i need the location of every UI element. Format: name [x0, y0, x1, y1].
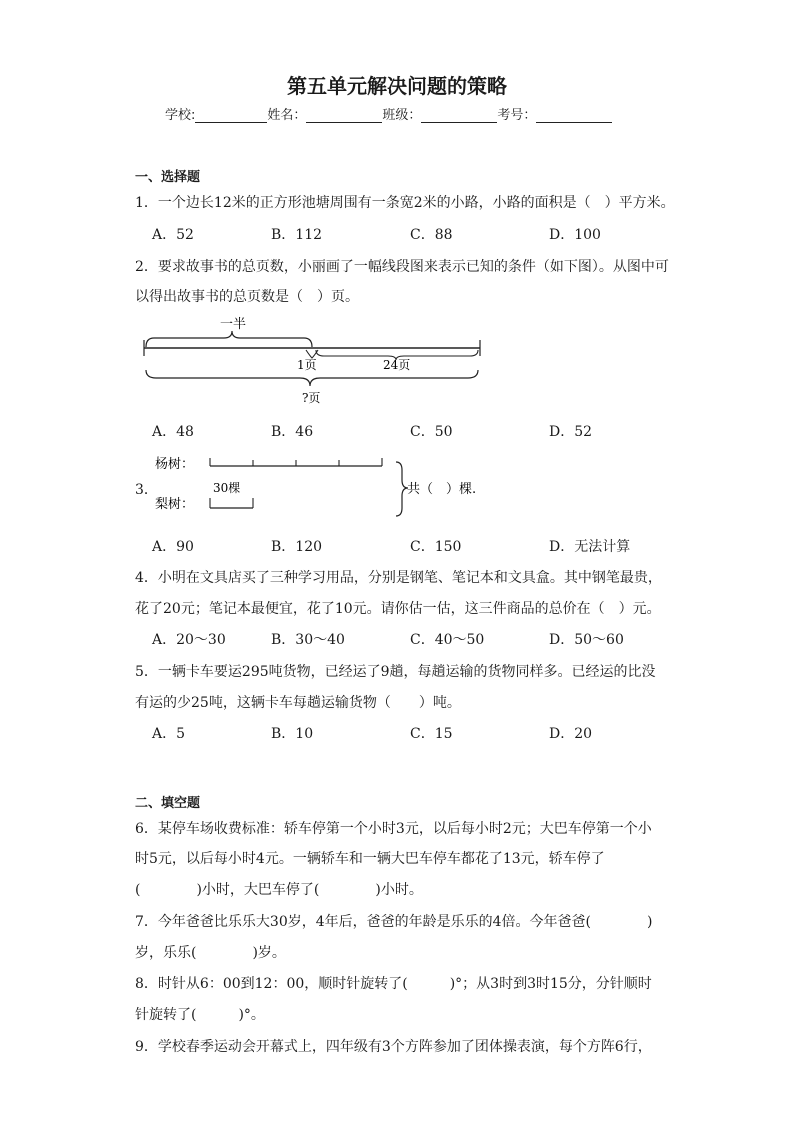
- question-7-line1[interactable]: 7．今年爸爸比乐乐大30岁，4年后，爸爸的年龄是乐乐的4倍。今年爸爸( ): [135, 914, 653, 930]
- class-blank[interactable]: [421, 108, 497, 123]
- question-6-line3[interactable]: ( )小时，大巴车停了( )小时。: [135, 882, 423, 898]
- q5-option-a[interactable]: A．5: [152, 726, 186, 742]
- question-2-line1: 2．要求故事书的总页数，小丽画了一幅线段图来表示已知的条件（如下图）。从图中可: [135, 259, 669, 275]
- half-brace: [146, 331, 312, 347]
- q2-option-b[interactable]: B．46: [271, 424, 314, 440]
- student-info-line: [165, 104, 612, 123]
- question-8-line1[interactable]: 8．时针从6：00到12：00，顺时针旋转了( )°；从3时到3时15分，分针顺时: [135, 976, 652, 992]
- q3-option-b[interactable]: B．120: [271, 539, 323, 555]
- question-6-line1: 6．某停车场收费标准：轿车停第一个小时3元，以后每小时2元；大巴车停第一个小: [135, 821, 652, 837]
- q5-option-b[interactable]: B．10: [271, 726, 314, 742]
- q2-option-d[interactable]: D．52: [549, 424, 593, 440]
- q5-option-c[interactable]: C．15: [410, 726, 453, 742]
- question-2-line2: 以得出故事书的总页数是（ ）页。: [135, 289, 359, 305]
- q3-option-a[interactable]: A．90: [152, 539, 194, 555]
- q4-option-b[interactable]: B．30～40: [271, 632, 345, 648]
- question-7-line2[interactable]: 岁，乐乐( )岁。: [135, 945, 286, 961]
- q1-option-a[interactable]: A．52: [152, 227, 194, 243]
- q1-option-c[interactable]: C．88: [410, 227, 453, 243]
- total-trees-label: 共（ ）棵.: [407, 482, 477, 497]
- exam-no-label: 考号：: [497, 108, 537, 123]
- q4-option-c[interactable]: C．40～50: [410, 632, 485, 648]
- q3-option-c[interactable]: C．150: [410, 539, 462, 555]
- question-3-number: 3．: [135, 482, 158, 498]
- question-8-line2[interactable]: 针旋转了( )°。: [135, 1007, 265, 1023]
- page-title: 第五单元解决问题的策略: [287, 74, 507, 98]
- total-label: ?页: [302, 391, 321, 405]
- question-4-line2: 花了20元；笔记本最便宜，花了10元。请你估一估，这三件商品的总价在（ ）元。: [135, 601, 661, 617]
- pages-24-label: 24页: [383, 358, 411, 372]
- total-brace: [146, 370, 478, 386]
- question-4-line1: 4．小明在文具店买了三种学习用品，分别是钢笔、笔记本和文具盒。其中钢笔最贵，: [135, 570, 662, 586]
- pear-label: 梨树：: [155, 497, 195, 512]
- q3-tree-diagram: [150, 450, 500, 525]
- q2-segment-diagram: [140, 312, 490, 412]
- q1-option-d[interactable]: D．100: [549, 227, 601, 243]
- question-5-line2: 有运的少25吨，这辆卡车每趟运输货物（ ）吨。: [135, 695, 461, 711]
- section-fill-title: 二、填空题: [135, 796, 201, 811]
- section-choice-title: 一、选择题: [135, 170, 201, 185]
- poplar-label: 杨树：: [155, 457, 195, 472]
- school-blank[interactable]: [195, 108, 267, 123]
- q1-option-b[interactable]: B．112: [271, 227, 323, 243]
- question-6-line2: 时5元，以后每小时4元。一辆轿车和一辆大巴车停车都花了13元，轿车停了: [135, 851, 605, 867]
- one-page-label: 1页: [297, 358, 317, 372]
- school-label: 学校:: [165, 108, 196, 123]
- exam-no-blank[interactable]: [536, 108, 612, 123]
- question-5-line1: 5．一辆卡车要运295吨货物，已经运了9趟，每趟运输的货物同样多。已经运的比没: [135, 664, 656, 680]
- pear-count-label: 30棵: [213, 481, 241, 495]
- q3-option-d[interactable]: D．无法计算: [549, 539, 631, 555]
- question-9-line1: 9．学校春季运动会开幕式上，四年级有3个方阵参加了团体操表演，每个方阵6行，: [135, 1039, 652, 1055]
- name-label: 姓名：: [267, 108, 307, 123]
- q5-option-d[interactable]: D．20: [549, 726, 593, 742]
- q4-option-a[interactable]: A．20～30: [152, 632, 226, 648]
- q2-option-c[interactable]: C．50: [410, 424, 453, 440]
- q4-option-d[interactable]: D．50～60: [549, 632, 624, 648]
- q2-option-a[interactable]: A．48: [152, 424, 194, 440]
- question-1: 1．一个边长12米的正方形池塘周围有一条宽2米的小路，小路的面积是（ ）平方米。: [135, 195, 675, 211]
- half-label: 一半: [220, 317, 247, 332]
- name-blank[interactable]: [306, 108, 382, 123]
- class-label: 班级：: [382, 108, 422, 123]
